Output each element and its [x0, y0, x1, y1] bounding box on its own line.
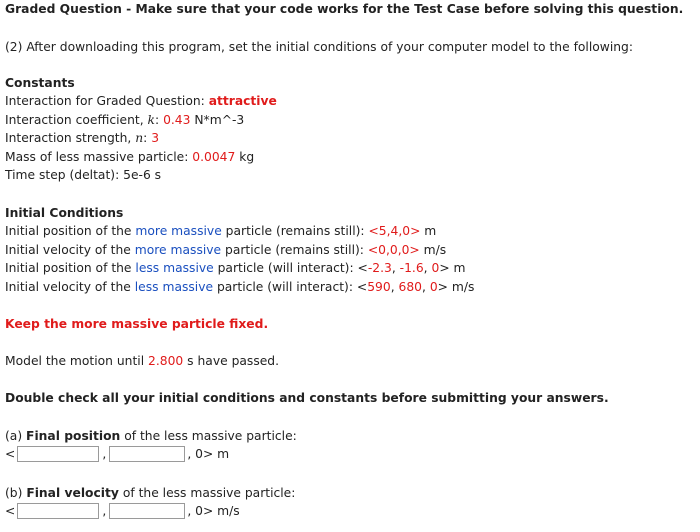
initial-velocity-less-massive [5, 279, 474, 295]
instruction-text: (2) After downloading this program, set the initial conditions of your computer model to the following: [5, 40, 633, 54]
strength-value: 3 [151, 131, 160, 145]
mass-unit: kg [235, 150, 255, 164]
comma: , [391, 261, 400, 275]
vy-value: 680 [398, 280, 422, 294]
text: Initial position of the [5, 224, 136, 238]
final-velocity-y-input[interactable] [109, 503, 185, 519]
coef-value: 0.43 [163, 113, 191, 127]
initial-position-less-massive [5, 260, 466, 276]
x-value: -2.3 [367, 261, 392, 275]
double-check-note: Double check all your initial conditions and constants before submitting your answers. [5, 391, 609, 405]
comma: , [390, 280, 399, 294]
less-massive-label: less massive [135, 261, 214, 275]
text: Model the motion until [5, 354, 149, 368]
unit: m [420, 224, 437, 238]
z-value: 0 [431, 261, 440, 275]
part-b-prompt [5, 485, 295, 501]
interaction-value: attractive [208, 94, 277, 108]
y-value: -1.6 [399, 261, 424, 275]
strength-label: Interaction strength, [5, 131, 136, 145]
comma: , [102, 504, 107, 518]
text: Initial velocity of the [5, 280, 135, 294]
final-velocity-x-input[interactable] [17, 503, 99, 519]
initial-velocity-massive [5, 242, 446, 258]
final-position-x-input[interactable] [17, 446, 99, 462]
coef-colon: : [155, 113, 164, 127]
model-duration [5, 353, 279, 369]
duration-value: 2.800 [148, 354, 184, 368]
unit: > m [439, 261, 466, 275]
text: particle (remains still): [221, 243, 368, 257]
vx-value: 590 [367, 280, 391, 294]
mass-label: Mass of less massive particle: [5, 150, 193, 164]
open-bracket: < [5, 504, 16, 518]
comma: , [422, 280, 430, 294]
text: Initial position of the [5, 261, 136, 275]
particle-mass [5, 149, 254, 165]
strength-colon: : [143, 131, 152, 145]
interaction-coefficient [5, 112, 244, 128]
part-bold: Final velocity [26, 486, 119, 500]
interaction-type [5, 93, 277, 109]
final-position-y-input[interactable] [109, 446, 185, 462]
comma: , [423, 261, 432, 275]
coef-symbol: k [147, 113, 155, 127]
mass-value: 0.0047 [192, 150, 236, 164]
coef-unit: N*m^-3 [190, 113, 245, 127]
text: particle (remains still): [221, 224, 369, 238]
text: of the less massive particle: [118, 486, 296, 500]
interaction-strength [5, 130, 159, 146]
unit: > m/s [437, 280, 475, 294]
less-massive-label: less massive [134, 280, 214, 294]
more-massive-label: more massive [134, 243, 222, 257]
more-massive-label: more massive [135, 224, 222, 238]
comma: , [102, 447, 107, 461]
position-value: <5,4,0> [368, 224, 421, 238]
velocity-value: <0,0,0> [367, 243, 420, 257]
text: s have passed. [183, 354, 280, 368]
text: particle (will interact): < [213, 261, 368, 275]
text: Initial velocity of the [5, 243, 135, 257]
initial-position-massive [5, 223, 436, 239]
strength-symbol: n [135, 131, 144, 145]
unit: m/s [419, 243, 447, 257]
answer-tail: , 0> m/s [187, 504, 240, 518]
interaction-label: Interaction for Graded Question: [5, 94, 209, 108]
coef-label: Interaction coefficient, [5, 113, 148, 127]
open-bracket: < [5, 447, 16, 461]
initial-conditions-heading: Initial Conditions [5, 206, 124, 220]
answer-tail: , 0> m [187, 447, 230, 461]
text: particle (will interact): < [213, 280, 368, 294]
vz-value: 0 [429, 280, 438, 294]
part-label: (a) [5, 429, 27, 443]
text: of the less massive particle: [120, 429, 297, 443]
part-bold: Final position [26, 429, 121, 443]
part-a-prompt [5, 428, 297, 444]
time-step: Time step (deltat): 5e-6 s [5, 168, 162, 182]
part-label: (b) [5, 486, 27, 500]
part-b-answer-row [5, 501, 240, 521]
constants-heading: Constants [5, 76, 75, 90]
question-header: Graded Question - Make sure that your code works for the Test Case before solving this question. [5, 2, 684, 16]
part-a-answer-row [5, 444, 229, 464]
keep-fixed-note: Keep the more massive particle fixed. [5, 317, 269, 331]
